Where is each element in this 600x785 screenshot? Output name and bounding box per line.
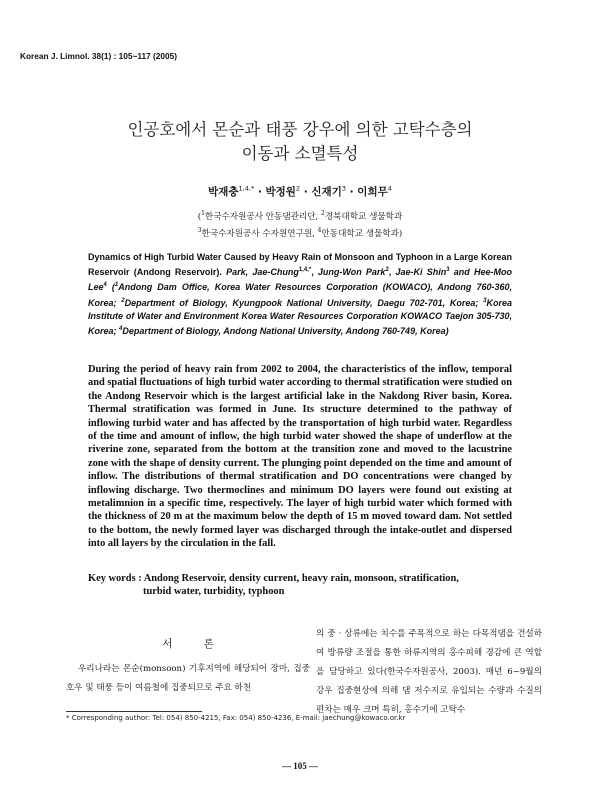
affil-mark: 1: [114, 282, 119, 289]
english-author-1: Park, Jae-Chung: [226, 267, 299, 278]
keywords-line-2: turbid water, turbidity, typhoon: [143, 586, 285, 598]
english-affiliation-1: Andong Dam Office, Korea Water Resources Corporation (KOWACO), Andong 760-360, Korea;: [88, 282, 512, 308]
author-2: 박정원: [265, 186, 296, 198]
author-mark: 4: [103, 282, 107, 289]
affil-mark: 2: [321, 210, 325, 217]
abstract-text: During the period of heavy rain from 2002 to 2004, the characteristics of the inflow, temporal and spatial fluctuations of high turbid water according to thermal stratification were studied on the Andong Reservoir which is the largest artificial lake in the Nakdong River basin, Korea. Thermal stratification was formed in June. Its structure determined to the pathway of inflowing turbid water and has affected by the transportation of high turbid water. Regardless of the time and amount of inflow, the high turbid water showed the shape of underflow at the riverine zone, separated from the bottom at the transition zone and moved to the lacustrine zone with the shape of density current. The plunging point depended on the time and amount of inflow. The distributions of thermal stratification and DO concentrations were changed by inflowing discharge. Two thermoclines and minimum DO layers were found out existing at metalimnion in a specific time, respectively. The layer of high turbid water which formed with the thickness of 20 m at the maximum below the depth of 15 m moved toward dam. Not settled to the bottom, the newly formed layer was discharged through the intake-outlet and dispersed into all layers by the circulation in the fall.: [88, 364, 512, 550]
intro-left-column: [66, 635, 310, 698]
affil-text: 한국수자원공사 수자원연구원,: [201, 228, 315, 239]
author-4: 이희무: [357, 186, 388, 198]
affiliation-line-1: ($^1$한국수자원공사 안동댐관리단, $^2$경북대학교 생물학과: [197, 210, 403, 222]
author-3: 신재기: [311, 186, 342, 198]
affil-mark: 4: [317, 226, 322, 234]
author-3-affil: 3: [341, 184, 346, 193]
english-author-4: Hee-Moo Lee: [88, 267, 512, 293]
english-affiliation-3: Korea Institute of Water and Environment Korea Water Resources Corporation KOWACO Taejon 305-730, Korea;: [88, 297, 512, 337]
korean-title-line-2: 이동과 소멸특성: [241, 144, 359, 163]
intro-paragraph-left: 우리나라는 몬순(monsoon) 기후지역에 해당되어 장마, 집중호우 및 태풍 등이 여름철에 집중되므로 주요 하천: [66, 664, 310, 693]
korean-title-line-1: 인공호에서 몬순과 태풍 강우에 의한 고탁수층의: [127, 120, 473, 139]
page-number: — 105 —: [282, 761, 318, 771]
section-heading-introduction: 서 론: [162, 638, 228, 650]
footnote-divider: [66, 711, 202, 712]
keywords: [88, 572, 512, 599]
korean-title: [70, 118, 530, 166]
affil-mark: 1: [201, 210, 205, 217]
affil-mark: 3: [483, 297, 487, 304]
author-mark: 2: [385, 267, 389, 274]
author-4-affil: 4: [387, 184, 392, 193]
affil-text: 안동대학교 생물학과): [321, 228, 403, 239]
author-mark: 1,4,*: [298, 267, 312, 274]
english-author-2: Jung-Won Park: [317, 267, 386, 278]
author-separator: ·: [300, 186, 312, 198]
english-title-block: Dynamics of High Turbid Water Caused by Heavy Rain of Monsoon and Typhoon in a Large Korean Reservoir (Andong Reservoir). Park, Jae-Chung$^{1,4,*}$, Jung-Won Park$^2$, Jae-Ki Shin$^3$ and Hee-Moo Lee$^4$ ($^1$Andong Dam Office, Korea Water Resources Corporation (KOWACO), Andong 760-360, Korea; $^2$Department of Biology, Kyungpook National University, Daegu 702-701, Korea; $^3$Korea Institute of Water and Environment Korea Water Resources Corporation KOWACO Taejon 305-730, Korea; $^4$Department of Biology, Andong National University, Andong 760-749, Korea): [88, 252, 512, 337]
affil-mark: 3: [197, 226, 202, 234]
journal-reference: Korean J. Limnol. 38(1) : 105~117 (2005): [20, 51, 178, 61]
author-2-affil: 2: [295, 184, 301, 193]
abstract: [88, 363, 512, 551]
author-mark: 3: [446, 267, 450, 274]
english-affiliation-4: Department of Biology, Andong National University, Andong 760-749, Korea): [122, 326, 449, 337]
korean-affiliations: [70, 207, 530, 241]
affil-mark: 2: [121, 297, 125, 304]
affiliation-line-2: [70, 224, 530, 241]
author-1: 박재충: [208, 186, 239, 198]
english-author-3: Jae-Ki Shin: [395, 267, 447, 278]
keywords-line-1: Key words : Andong Reservoir, density current, heavy rain, monsoon, stratification,: [88, 573, 459, 584]
korean-authors: [70, 184, 530, 199]
affil-mark: 4: [119, 326, 123, 333]
affil-text: 한국수자원공사 안동댐관리단,: [204, 211, 319, 222]
intro-paragraph-right: 의 중 · 상류에는 치수를 주목적으로 하는 다목적댐을 건설하여 방류량 조절을 통한 하류지역의 홍수피해 경감에 큰 역할을 담당하고 있다(한국수자원공사, 2003). 매년 6~9월의 강우 집중현상에 의해 댐 저수지로 유입되는 수량과 수질의 편차는 매우 크며 특히, 홍수기에 고탁수: [316, 629, 542, 715]
intro-right-column: [316, 625, 542, 720]
author-separator: ·: [254, 186, 266, 198]
english-affiliation-2: Department of Biology, Kyungpook National University, Daegu 702-701, Korea;: [124, 297, 479, 308]
corresponding-author-footnote: * Corresponding author: Tel: 054) 850-4215, Fax: 054) 850-4236, E-mail: jaechung@kowaco.or.kr: [66, 714, 406, 722]
english-title: Dynamics of High Turbid Water Caused by Heavy Rain of Monsoon and Typhoon in a Large Korean Reservoir (Andong Reservoir).: [88, 252, 512, 278]
affil-text: 경북대학교 생물학과: [324, 211, 403, 222]
author-1-affil: 1,4,*: [238, 184, 255, 193]
author-separator: ·: [345, 186, 358, 198]
